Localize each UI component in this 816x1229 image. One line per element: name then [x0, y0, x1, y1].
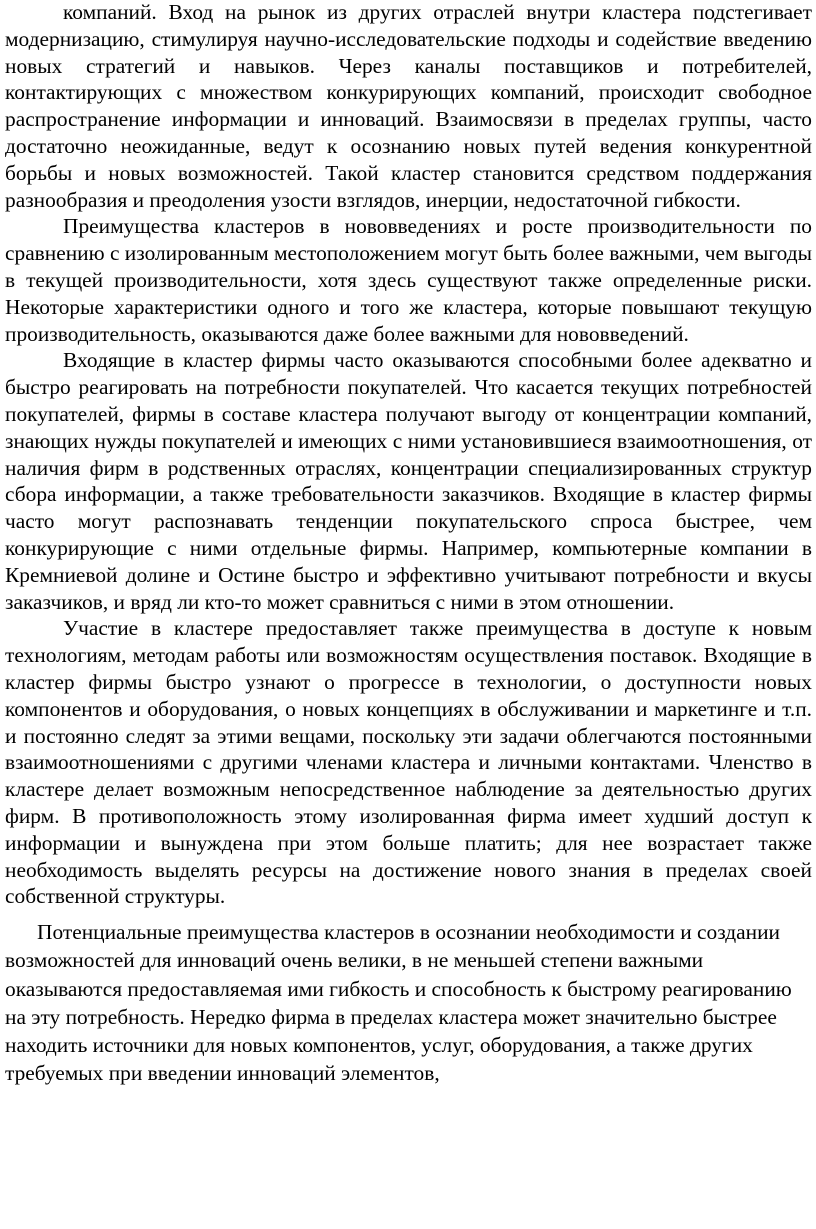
paragraph-customer-response: Входящие в кластер фирмы часто оказываются способными более адекватно и быстро реагировать на потребности покупателей. Что касается текущих потребностей покупателей, фирмы в составе кластера получают выгоду от концентрации компаний, знающих нужды покупателей и имеющих с ними установившиеся взаимоотношения, от наличия фирм в родственных отраслях, концентрации специализированных структур сбора информации, а также требовательности заказчиков. Входящие в кластер фирмы часто могут распознавать тенденции покупательского спроса быстрее, чем конкурирующие с ними отдельные фирмы. Например, компьютерные компании в Кремниевой долине и Остине быстро и эффективно учитывают потребности и вкусы заказчиков, и вряд ли кто-то может сравниться с ними в этом отношении. — [5, 348, 812, 614]
paragraph-continuation: компаний. Вход на рынок из других отраслей внутри кластера подстегивает модернизацию, стимулируя научно-исследовательские подходы и содействие введению новых стратегий и навыков. Через каналы поставщиков и потребителей, контактирующих с множеством конкурирующих компаний, происходит свободное распространение информации и инноваций. Взаимосвязи в пределах группы, часто достаточно неожиданные, ведут к осознанию новых путей ведения конкурентной борьбы и новых возможностей. Такой кластер становится средством поддержания разнообразия и преодоления узости взглядов, инерции, недостаточной гибкости. — [5, 0, 812, 212]
paragraph-technology-access: Участие в кластере предоставляет также преимущества в доступе к новым технологиям, методам работы или возможностям осуществления поставок. Входящие в кластер фирмы быстро узнают о прогрессе в технологии, о доступности новых компонентов и оборудования, о новых концепциях в обслуживании и маркетинге и т.п. и постоянно следят за этими вещами, поскольку эти задачи облегчаются постоянными взаимоотношениями с другими членами кластера и личными контактами. Членство в кластере делает возможным непосредственное наблюдение за деятельностью других фирм. В противоположность этому изолированная фирма имеет худший доступ к информации и вынуждена при этом больше платить; для нее возрастает также необходимость выделять ресурсы на достижение нового знания в пределах своей собственной структуры. — [5, 616, 812, 909]
paragraph-flexibility: Потенциальные преимущества кластеров в осознании необходимости и создании возможностей для инноваций очень велики, в не меньшей степени важными оказываются предоставляемая ими гибкость и способность к быстрому реагированию на эту потребность. Нередко фирма в пределах кластера может значительно быстрее находить источники для новых компонентов, услуг, оборудования, а также других требуемых при введении инноваций элементов, — [5, 920, 792, 1086]
paragraph-innovation-advantages: Преимущества кластеров в нововведениях и росте производительности по сравнению с изолированным местоположением могут быть более важными, чем выгоды в текущей производительности, хотя здесь существуют также определенные риски. Некоторые характеристики одного и того же кластера, которые повышают текущую производительность, оказываются даже более важными для нововведений. — [5, 214, 812, 346]
